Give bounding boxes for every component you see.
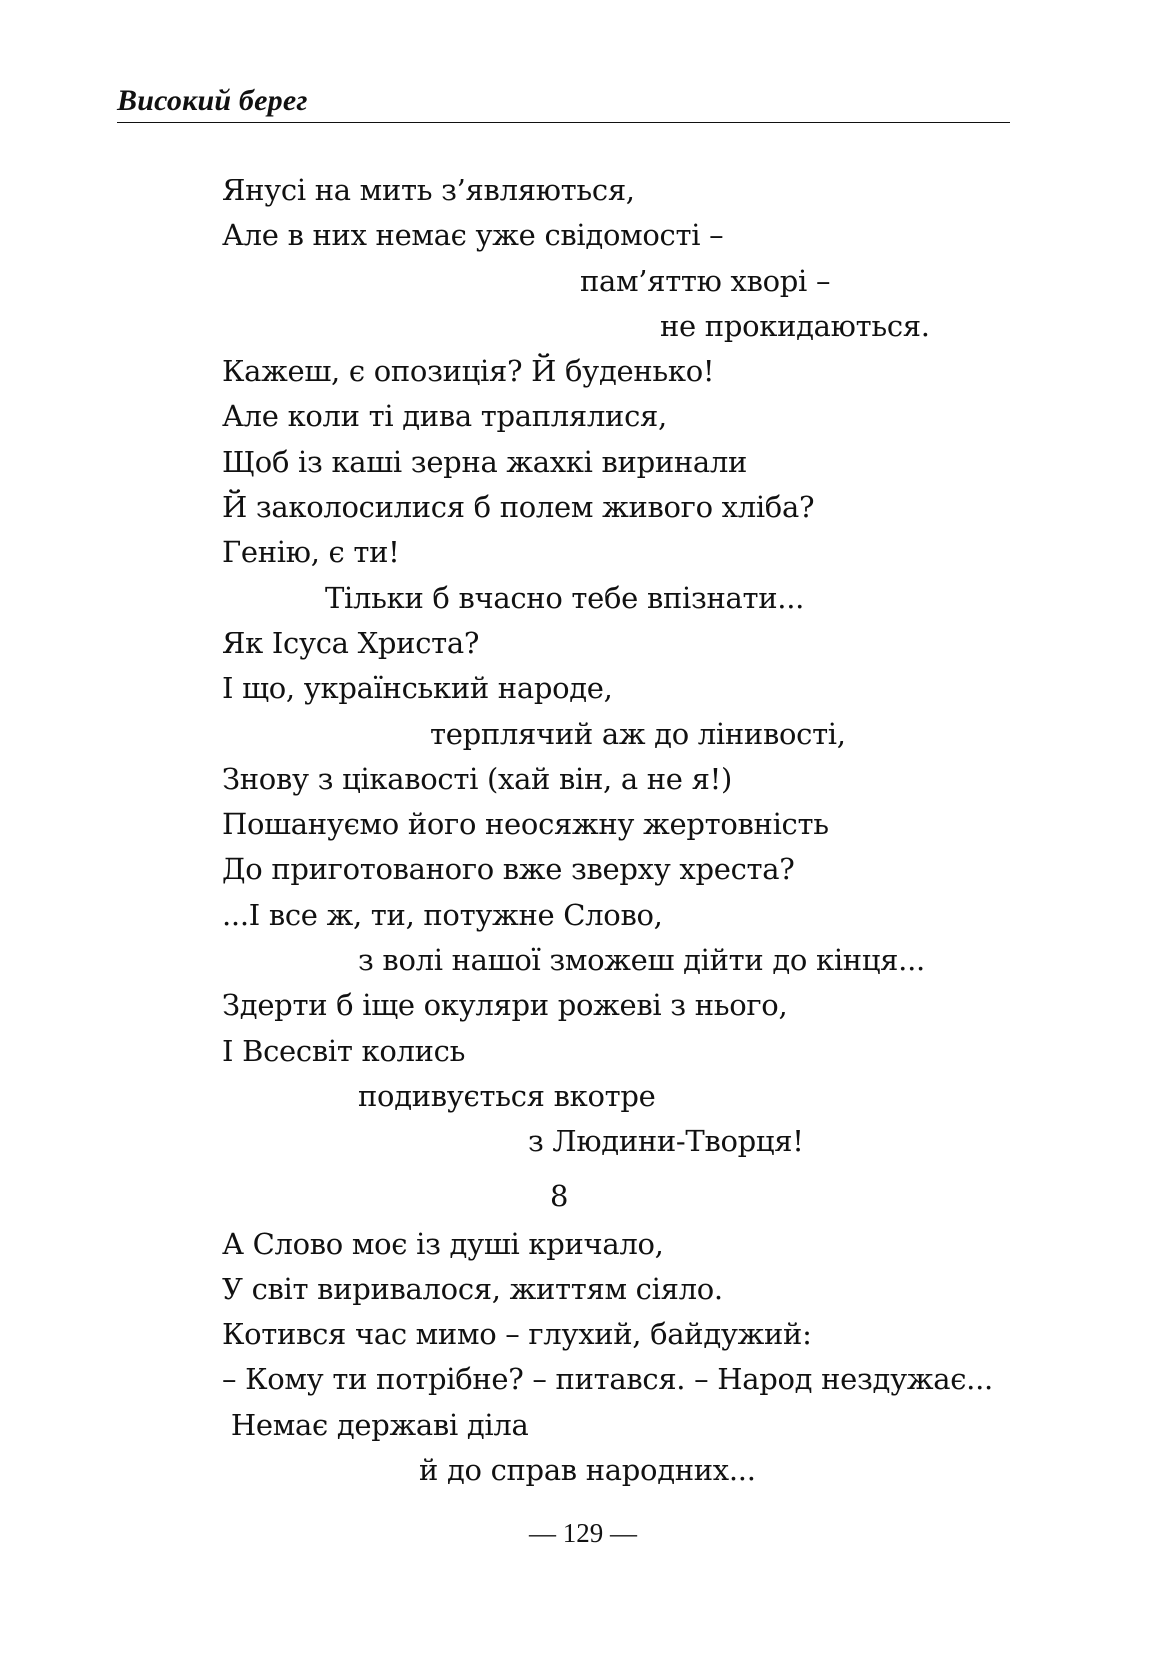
poem-line: Немає державі діла xyxy=(222,1407,529,1442)
stanza-2 xyxy=(222,1222,1022,1494)
poem-line: Янусі на мить з’являються, xyxy=(222,173,635,207)
page-number: — 129 — xyxy=(529,1518,637,1548)
poem-line: Тільки б вчасно тебе впізнати... xyxy=(325,580,805,615)
poem-line: Як Ісуса Христа? xyxy=(222,625,480,660)
poem-line: Але в них немає уже свідомості – xyxy=(222,218,724,253)
poem-line: Пошануємо його неосяжну жертовність xyxy=(222,807,829,842)
poem-line: пам’яттю хворі – xyxy=(580,263,831,298)
poem-line: ...І все ж, ти, потужне Слово, xyxy=(222,897,663,932)
poem-line: не прокидаються. xyxy=(660,308,930,343)
book-title: Високий берег xyxy=(117,84,308,117)
poem-line: Щоб із каші зерна жахкі виринали xyxy=(222,444,748,479)
poem-line: До приготованого вже зверху хреста? xyxy=(222,852,795,887)
poem-line: – Кому ти потрібне? – питався. – Народ нездужає... xyxy=(222,1362,993,1397)
running-header xyxy=(117,84,1010,123)
poem-line: Котився час мимо – глухий, байдужий: xyxy=(222,1317,812,1352)
poem-line: І Всесвіт колись xyxy=(222,1033,466,1068)
poem-line: Знову з цікавості (хай він, а не я!) xyxy=(222,761,732,796)
poem-line: У світ виривалося, життям сіяло. xyxy=(222,1271,723,1306)
section-number: 8 xyxy=(550,1178,569,1213)
poem-line: І що, український народе, xyxy=(222,671,613,706)
poem-line: з волі нашої зможеш дійти до кінця... xyxy=(358,943,925,978)
poem-body xyxy=(222,168,1022,1493)
poem-line: Кажеш, є опозиція? Й буденько! xyxy=(222,354,715,389)
poem-line: Але коли ті дива траплялися, xyxy=(222,399,667,434)
poem-line: терплячий аж до лінивості, xyxy=(430,716,846,751)
poem-line: подивується вкотре xyxy=(358,1078,656,1113)
poem-line: А Слово моє із душі кричало, xyxy=(222,1226,664,1261)
poem-line: й до справ народних... xyxy=(419,1453,756,1488)
poem-line: з Людини-Творця! xyxy=(528,1124,804,1159)
poem-line: Й заколосилися б полем живого хліба? xyxy=(222,490,815,525)
poem-line: Генію, є ти! xyxy=(222,535,400,570)
stanza-1 xyxy=(222,168,1022,1165)
poem-line: Здерти б іще окуляри рожеві з нього, xyxy=(222,988,788,1023)
